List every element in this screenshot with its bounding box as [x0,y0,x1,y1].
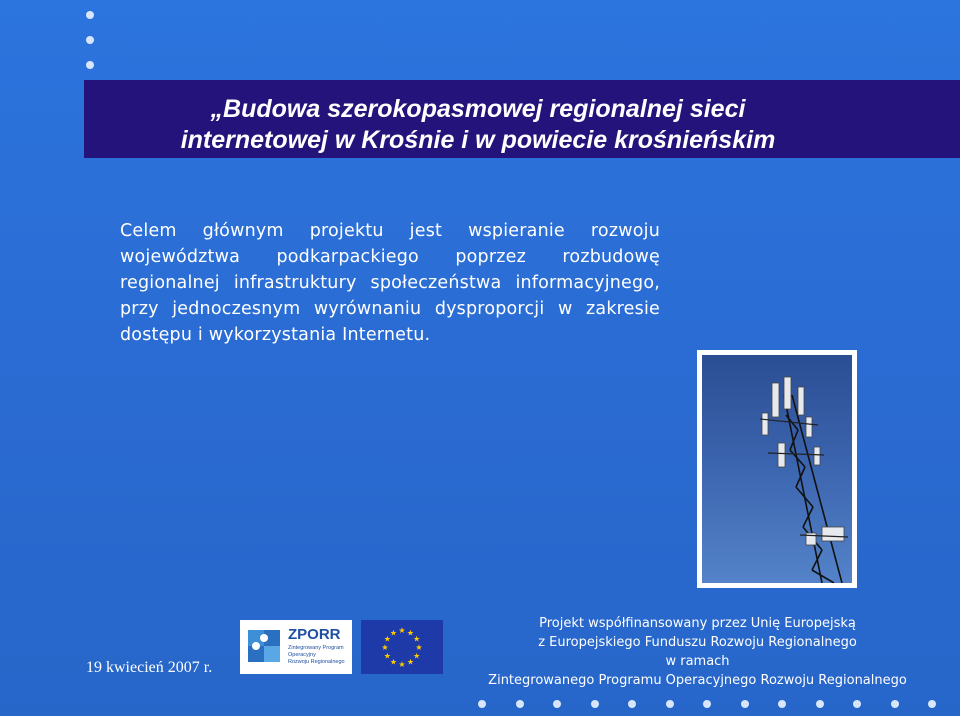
bullet-dot-icon [478,700,486,708]
bullet-dot-icon [86,36,94,44]
bullet-dot-icon [666,700,674,708]
bullet-dot-icon [628,700,636,708]
cofinancing-note [455,614,940,690]
bullet-dot-icon [778,700,786,708]
eu-star-icon: ★ [381,643,389,652]
title-line-1: „Budowa szerokopasmowej regionalnej sieci [210,95,746,123]
eu-flag-icon [361,620,443,674]
footer-line-2: z Europejskiego Funduszu Rozwoju Regionalnego [538,635,857,650]
footer-line-3: w ramach [665,654,730,669]
eu-star-icon: ★ [389,628,398,638]
decorative-dots [86,11,96,86]
bullet-dot-icon [853,700,861,708]
eu-star-icon: ★ [406,657,415,667]
slide-title [98,94,858,156]
antenna-tower-icon [702,355,852,583]
eu-star-icon: ★ [383,651,391,661]
footer-line-4: Zintegrowanego Programu Operacyjnego Rozwoju Regionalnego [488,673,907,688]
zporr-subtitle-line-1: Zintegrowany Program [288,645,344,651]
footer-decorative-dots [478,700,948,710]
bullet-dot-icon [741,700,749,708]
eu-star-icon: ★ [413,634,421,644]
tower-photo [697,350,857,588]
bullet-dot-icon [891,700,899,708]
zporr-logo [240,620,352,674]
bullet-dot-icon [86,11,94,19]
zporr-subtitle-line-2: Operacyjny [288,652,316,658]
bullet-dot-icon [553,700,561,708]
eu-star-icon: ★ [383,634,391,644]
tower-image [702,355,852,583]
bullet-dot-icon [703,700,711,708]
bullet-dot-icon [816,700,824,708]
eu-star-icon: ★ [406,628,415,638]
zporr-name: ZPORR [288,626,341,643]
zporr-subtitle-line-3: Rozwoju Regionalnego [288,659,345,665]
title-line-2: internetowej w Krośnie i w powiecie krośnieńskim [180,126,776,154]
zporr-subtitle [288,645,345,666]
bullet-dot-icon [591,700,599,708]
body-paragraph: Celem głównym projektu jest wspieranie rozwoju województwa podkarpackiego poprzez rozbudowę regionalnej infrastruktury społeczeństwa informacyjnego, przy jednoczesnym wyrównaniu dysproporcji w zakresie dostępu i wykorzystania Internetu. [120,221,660,345]
eu-star-icon: ★ [398,626,406,635]
eu-flag-logo [361,620,443,674]
bullet-dot-icon [86,61,94,69]
bullet-dot-icon [516,700,524,708]
date-label: 19 kwiecień 2007 r. [86,659,213,676]
bullet-dot-icon [928,700,936,708]
footer-line-1: Projekt współfinansowany przez Unię Europejską [539,616,856,631]
eu-star-icon: ★ [398,660,406,669]
eu-star-icon: ★ [413,651,421,661]
eu-star-icon: ★ [415,643,423,652]
eu-star-icon: ★ [389,657,398,667]
